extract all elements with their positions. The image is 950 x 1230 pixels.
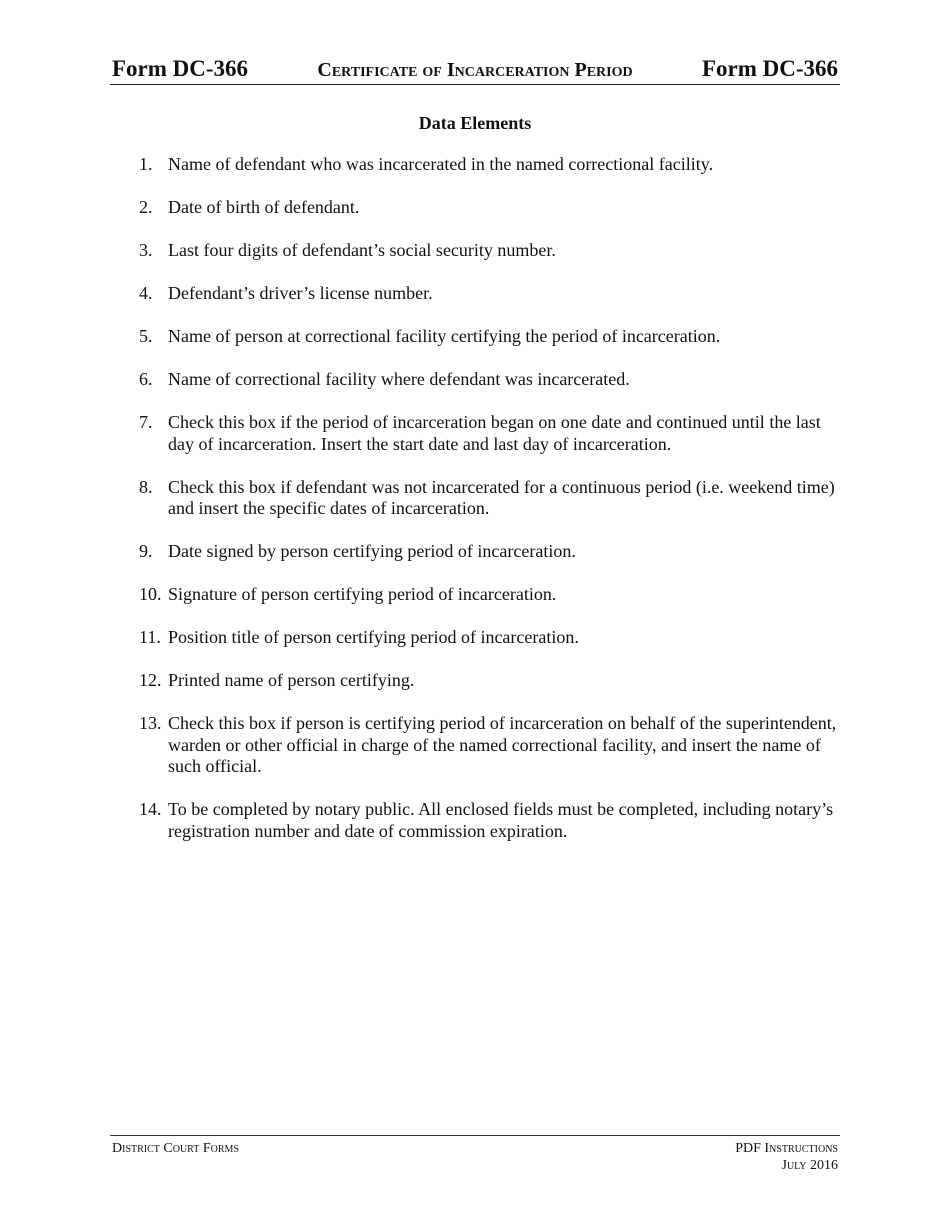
item-text: Defendant’s driver’s license number.: [168, 283, 433, 303]
item-number: 8.: [139, 476, 153, 497]
list-item: [139, 326, 839, 348]
form-number-right: Form DC-366: [701, 56, 838, 81]
list-item: [139, 283, 839, 305]
form-number-left: Form DC-366: [112, 56, 249, 81]
list-item: [139, 240, 839, 262]
item-number: 4.: [139, 283, 153, 303]
list-item: [139, 541, 839, 563]
list-item: [139, 154, 839, 176]
list-item: [139, 670, 839, 692]
item-number: 5.: [139, 326, 153, 346]
item-number: 14.: [139, 799, 162, 819]
list-item: [139, 369, 839, 391]
item-text: Name of defendant who was incarcerated in the named correctional facility.: [168, 154, 714, 174]
item-number: 2.: [139, 197, 153, 217]
item-text: Signature of person certifying period of incarceration.: [168, 584, 557, 604]
item-text: Check this box if defendant was not incarcerated for a continuous period (i.e. weekend time) and insert the specific dates of incarceration.: [168, 476, 835, 518]
item-text: Date of birth of defendant.: [168, 197, 360, 217]
list-item: [139, 584, 839, 606]
item-number: 9.: [139, 541, 153, 561]
item-number: 6.: [139, 369, 153, 389]
item-number: 10.: [139, 584, 162, 604]
list-item: [139, 627, 839, 649]
page-footer: [110, 1135, 840, 1173]
list-item: [139, 412, 839, 455]
item-number: 11.: [139, 627, 161, 647]
item-text: Name of correctional facility where defendant was incarcerated.: [168, 369, 630, 389]
list-item: [139, 799, 839, 842]
item-number: 3.: [139, 240, 153, 260]
item-number: 1.: [139, 154, 153, 174]
item-text: Printed name of person certifying.: [168, 670, 415, 690]
list-item: [139, 713, 839, 778]
item-text: Check this box if person is certifying period of incarceration on behalf of the superintendent, warden or other official in charge of the named correctional facility, and insert the name of such official.: [168, 713, 837, 776]
footer-version: [735, 1140, 838, 1174]
item-text: To be completed by notary public. All enclosed fields must be completed, including notary’s registration number and date of commission expiration.: [168, 799, 834, 841]
item-number: 7.: [139, 412, 153, 432]
item-text: Check this box if the period of incarceration began on one date and continued until the last day of incarceration. Insert the start date and last day of incarceration.: [168, 412, 821, 454]
page-header: [110, 56, 840, 85]
section-heading: Data Elements: [418, 113, 532, 133]
page-title: Certificate of Incarceration Period: [317, 59, 633, 81]
data-elements-list: [139, 154, 839, 864]
item-text: Name of person at correctional facility certifying the period of incarceration.: [168, 326, 721, 346]
item-text: Last four digits of defendant’s social security number.: [168, 240, 556, 260]
item-number: 13.: [139, 713, 162, 733]
footer-date: July 2016: [781, 1158, 838, 1173]
item-number: 12.: [139, 670, 162, 690]
list-item: [139, 477, 839, 520]
list-item: [139, 197, 839, 219]
footer-publisher: District Court Forms: [112, 1141, 239, 1156]
item-text: Date signed by person certifying period of incarceration.: [168, 541, 576, 561]
item-text: Position title of person certifying period of incarceration.: [168, 627, 579, 647]
footer-doc-type: PDF Instructions: [735, 1141, 838, 1156]
